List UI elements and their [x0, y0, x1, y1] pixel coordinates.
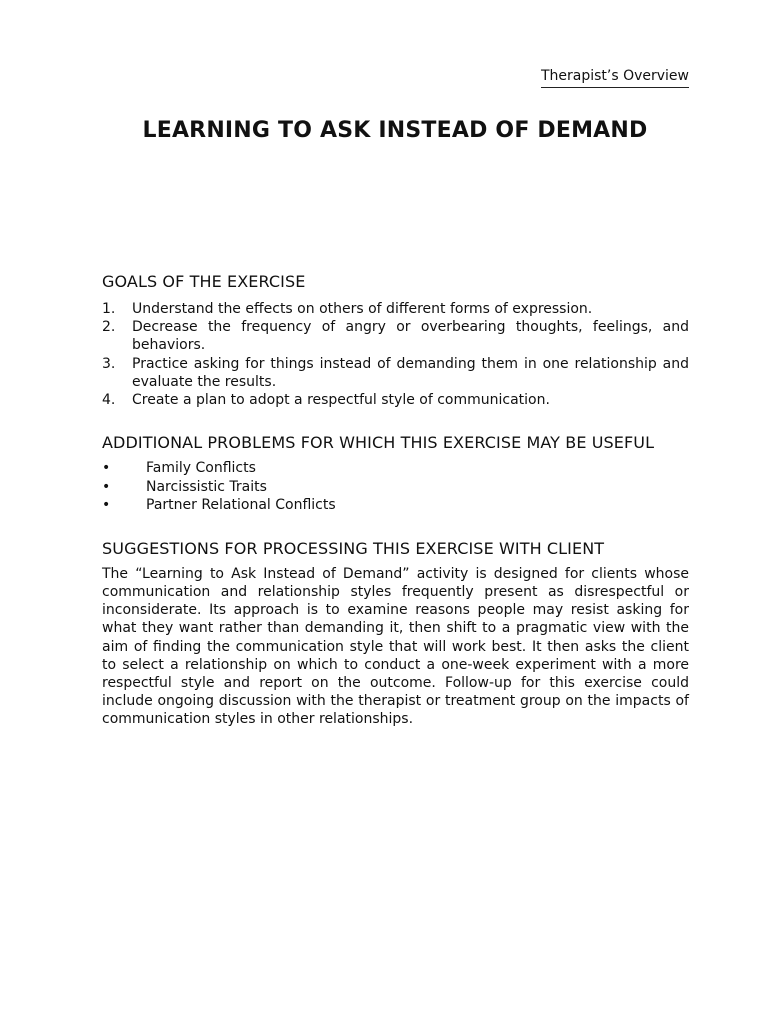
goal-number: 1. [102, 301, 116, 317]
goal-item [102, 355, 689, 391]
suggestions-heading: SUGGESTIONS FOR PROCESSING THIS EXERCISE WITH CLIENT [102, 538, 605, 558]
goal-item [102, 318, 689, 354]
problems-heading: ADDITIONAL PROBLEMS FOR WHICH THIS EXERCISE MAY BE USEFUL [102, 433, 655, 453]
goals-list [102, 300, 689, 409]
goal-text: Understand the effects on others of different forms of expression. [132, 301, 593, 317]
goal-number: 2. [102, 319, 116, 336]
problem-item [102, 496, 689, 515]
goal-number: 4. [102, 392, 116, 409]
running-header: Therapist’s Overview [541, 66, 689, 88]
goal-item [102, 391, 689, 409]
goal-number: 3. [102, 355, 116, 372]
problem-item [102, 459, 689, 478]
goal-text: Decrease the frequency of angry or overbearing thoughts, feelings, and behaviors. [132, 319, 689, 354]
bullet-icon: • [102, 460, 111, 477]
problem-item [102, 478, 689, 497]
goal-text: Practice asking for things instead of demanding them in one relationship and evaluate the results. [132, 355, 689, 390]
problem-text: Family Conflicts [146, 460, 256, 477]
bullet-icon: • [102, 478, 111, 495]
problem-text: Narcissistic Traits [146, 478, 267, 495]
document-body [102, 272, 689, 729]
goal-text: Create a plan to adopt a respectful style of communication. [132, 392, 550, 409]
problem-text: Partner Relational Conflicts [146, 497, 336, 514]
page-title: LEARNING TO ASK INSTEAD OF DEMAND [142, 118, 648, 143]
goals-heading: GOALS OF THE EXERCISE [102, 272, 306, 291]
goal-item [102, 300, 689, 318]
problems-list [102, 459, 689, 515]
suggestions-paragraph: The “Learning to Ask Instead of Demand” activity is designed for clients whose communication and relationship styles frequently present as disrespectful or inconsiderate. Its approach is to examine reasons people may resist asking for what they want rather than demanding it, then shift to a pragmatic view with the aim of finding the communication style that will work best. It then asks the client to select a relationship on which to conduct a one-week experiment with a more respectful style and report on the outcome. Follow-up for this exercise could include ongoing discussion with the therapist or treatment group on the impacts of communication styles in other relationships. [102, 565, 689, 728]
bullet-icon: • [102, 497, 111, 514]
